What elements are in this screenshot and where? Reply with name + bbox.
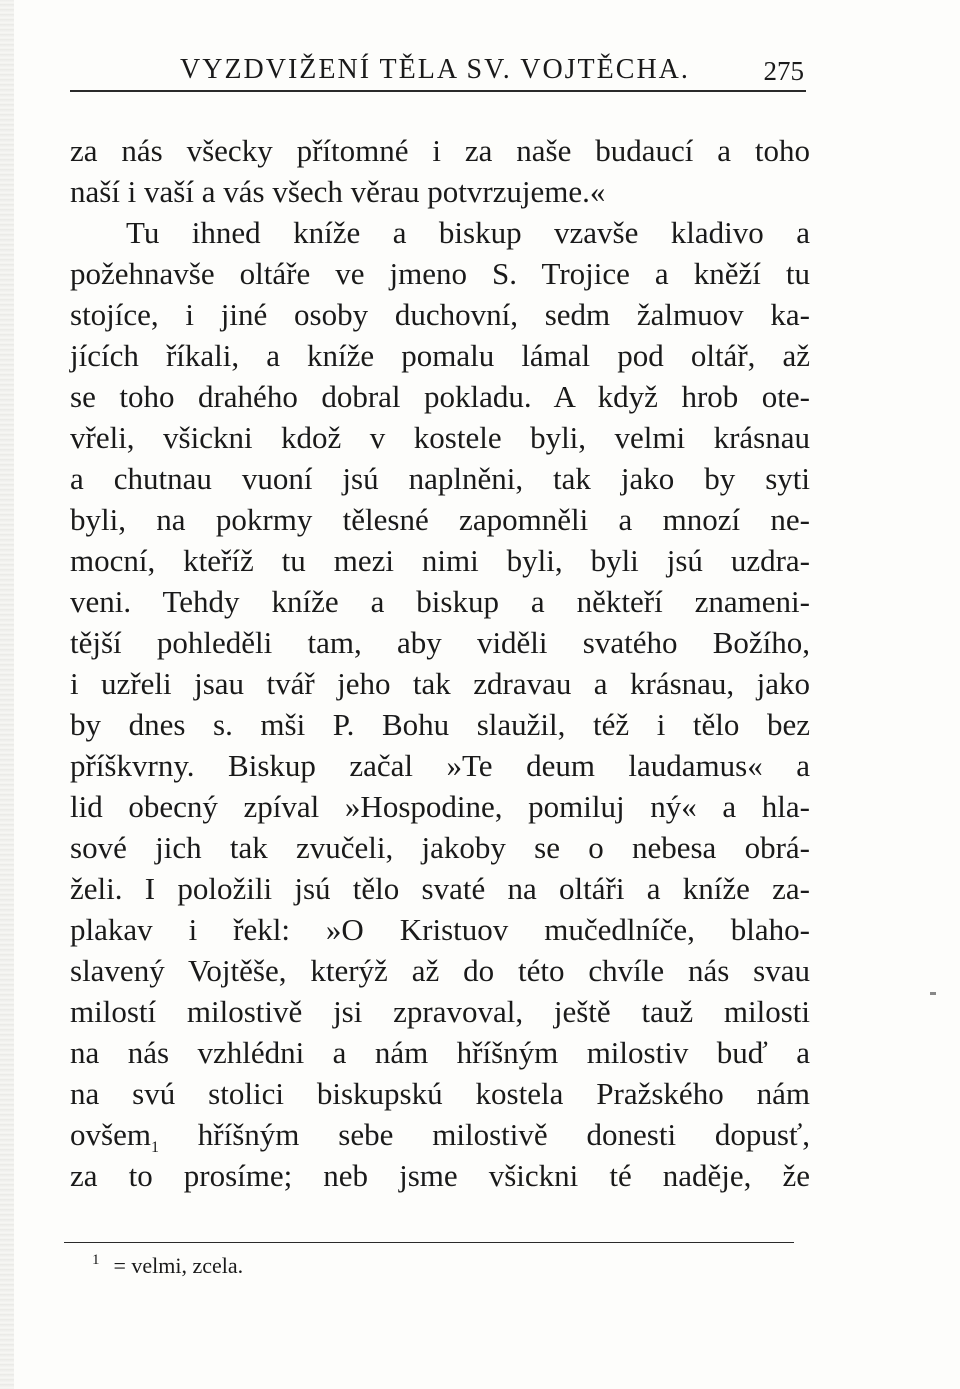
text-line: sové jich tak zvučeli, jakoby se o nebesa obrá-: [70, 830, 810, 865]
header-rule: [70, 90, 806, 92]
text-line: veni. Tehdy kníže a biskup a někteří znameni-: [70, 584, 810, 619]
text-line: jících říkali, a kníže pomalu lámal pod oltář, až: [70, 338, 810, 373]
text-line: by dnes s. mši P. Bohu slaužil, též i tělo bez: [70, 707, 810, 742]
text-line: mocní, kteříž tu mezi nimi byli, byli jsú uzdra-: [70, 543, 810, 578]
text-line: byli, na pokrmy tělesné zapomněli a mnozí ne-: [70, 502, 810, 537]
text-line: plakav i řekl: »O Kristuov mučedlníče, blaho-: [70, 912, 810, 947]
text-line: milostí milostivě jsi zpravoval, ještě tauž milosti: [70, 994, 810, 1029]
running-title: VYZDVIŽENÍ TĚLA SV. VOJTĚCHA.: [180, 54, 690, 85]
footnote-mark: 1: [92, 1252, 100, 1268]
page-header: [70, 50, 810, 94]
body-text: [70, 130, 810, 1196]
page-edge-shadow: [0, 0, 14, 1389]
text-line: vřeli, všickni kdož v kostele byli, velmi krásnau: [70, 420, 810, 455]
text-line: příškvrny. Biskup začal »Te deum laudamus« a: [70, 748, 810, 783]
text-line: a chutnau vuoní jsú naplněni, tak jako by syti: [70, 461, 810, 496]
text-line: slavený Vojtěše, kterýž až do této chvíle nás svau: [70, 953, 810, 988]
text-line: na nás vzhlédni a nám hříšným milostiv buď a: [70, 1035, 810, 1070]
text-line: i uzřeli jsau tvář jeho tak zdravau a krásnau, jako: [70, 666, 810, 701]
text-fragment: hříšným sebe milostivě donesti dopusť,: [158, 1117, 810, 1152]
page-number: 275: [763, 56, 804, 86]
footnote: [92, 1252, 243, 1279]
text-line: tější pohleděli tam, aby viděli svatého Božího,: [70, 625, 810, 660]
text-line: želi. I položili jsú tělo svaté na oltáři a kníže za-: [70, 871, 810, 906]
text-line: naší i vaší a vás všech věrau potvrzujeme.«: [70, 174, 606, 209]
text-line: Tu ihned kníže a biskup vzavše kladivo a: [126, 215, 810, 250]
text-fragment: ovšem: [70, 1117, 151, 1152]
text-line: za nás všecky přítomné i za naše budaucí a toho: [70, 133, 810, 168]
text-line: na svú stolici biskupskú kostela Pražského nám: [70, 1076, 810, 1111]
paper-speck: [930, 992, 936, 995]
text-line: požehnavše oltáře ve jmeno S. Trojice a kněží tu: [70, 256, 810, 291]
text-line-with-footnote: [70, 1114, 810, 1155]
footnote-rule: [64, 1242, 794, 1243]
text-line: lid obecný zpíval »Hospodine, pomiluj ný« a hla-: [70, 789, 810, 824]
text-line: stojíce, i jiné osoby duchovní, sedm žalmuov ka-: [70, 297, 810, 332]
text-line: za to prosíme; neb jsme všickni té naděje, že: [70, 1158, 810, 1193]
footnote-reference: 1: [150, 1139, 159, 1157]
text-line: se toho drahého dobral pokladu. A když hrob ote-: [70, 379, 810, 414]
footnote-text: = velmi, zcela.: [113, 1253, 244, 1278]
